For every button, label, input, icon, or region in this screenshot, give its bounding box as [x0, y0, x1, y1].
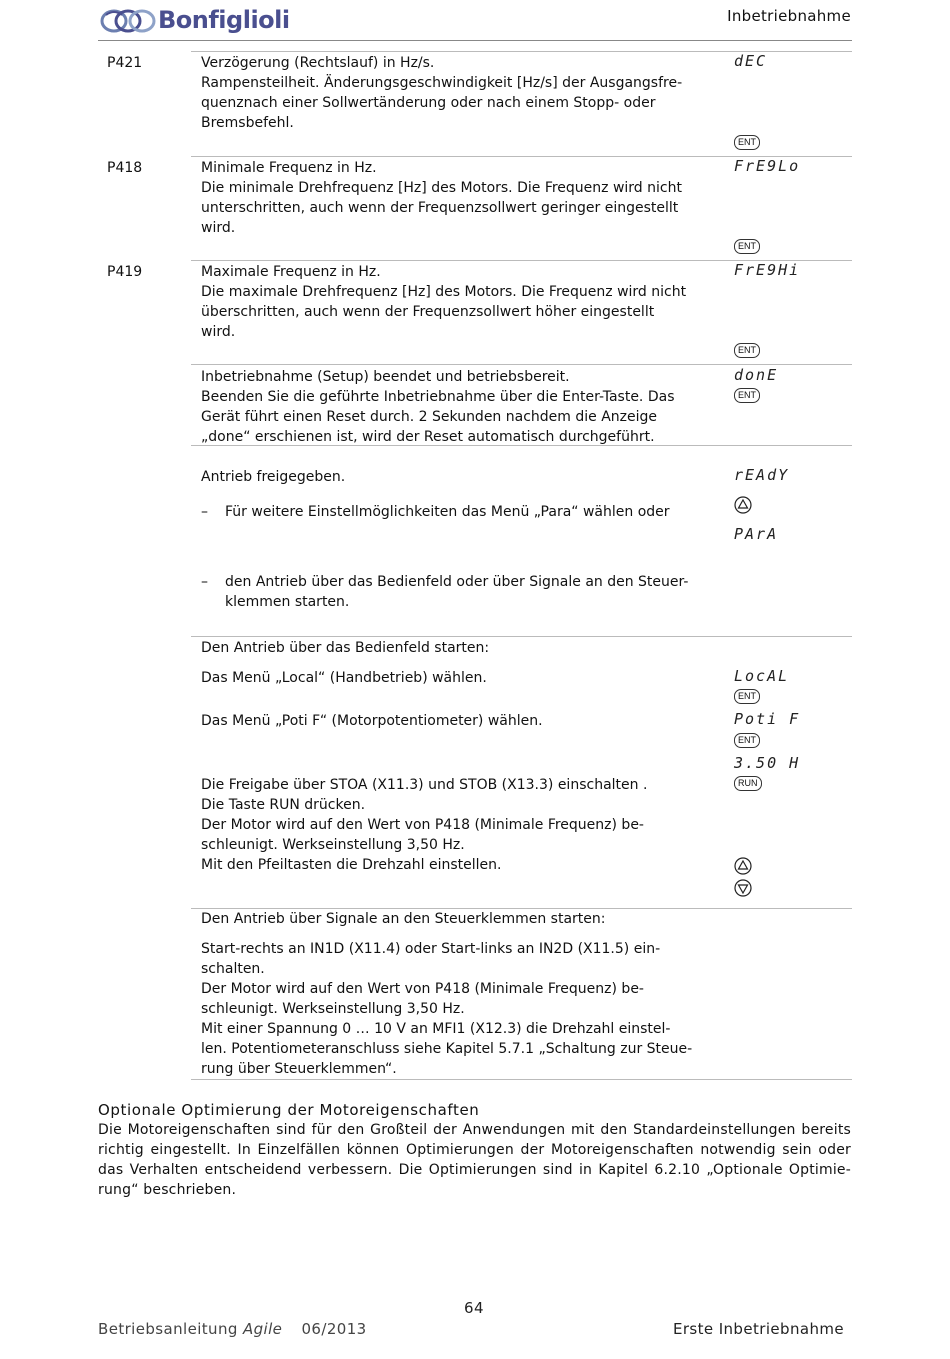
lcd-display: PArA — [734, 525, 779, 543]
manual-name: Agile — [242, 1320, 283, 1338]
logo-mark-icon — [100, 6, 156, 34]
lcd-display: rEAdY — [734, 466, 790, 484]
dash-bullet: – — [201, 504, 208, 520]
text-line: Mit einer Spannung 0 … 10 V an MFI1 (X12.3) die Drehzahl einstel- — [201, 1021, 671, 1037]
param-code: P418 — [107, 160, 143, 176]
run-key-icon: RUN — [734, 776, 762, 791]
text-line: Die Taste RUN drücken. — [201, 797, 366, 813]
text-line: Die minimale Drehfrequenz [Hz] des Motors. Die Frequenz wird nicht — [201, 180, 682, 196]
text-line: Verzögerung (Rechtslauf) in Hz/s. — [201, 55, 435, 71]
ent-key-icon: ENT — [734, 343, 760, 358]
footer-manual — [98, 1319, 367, 1339]
done-description — [201, 367, 714, 447]
brand-logo — [100, 4, 290, 36]
ent-key-icon: ENT — [734, 239, 760, 254]
text-line: wird. — [201, 220, 236, 236]
step-description — [201, 53, 714, 133]
ent-key-icon: ENT — [734, 388, 760, 403]
lcd-display: dEC — [734, 52, 768, 70]
brand-name: Bonfiglioli — [158, 6, 290, 34]
text-line: Minimale Frequenz in Hz. — [201, 160, 377, 176]
header-divider — [98, 40, 852, 41]
param-code: P421 — [107, 55, 143, 71]
footer-chapter: Erste Inbetriebnahme — [672, 1320, 844, 1338]
lcd-display: LocAL — [734, 667, 790, 685]
text-line: Maximale Frequenz in Hz. — [201, 264, 381, 280]
text-line: überschritten, auch wenn der Frequenzsollwert höher eingestellt — [201, 304, 655, 320]
lcd-display: 3.50 H — [734, 754, 801, 772]
option-para: Für weitere Einstellmöglichkeiten das Menü „Para“ wählen oder — [225, 504, 670, 520]
ent-key-icon: ENT — [734, 733, 760, 748]
ent-key-icon: ENT — [734, 135, 760, 150]
dash-bullet: – — [201, 574, 208, 590]
param-code: P419 — [107, 264, 143, 280]
text-line: Die Freigabe über STOA (X11.3) und STOB (X13.3) einschalten . — [201, 777, 648, 793]
text-line: quenznach einer Sollwertänderung oder nach einem Stopp- oder — [201, 95, 656, 111]
step-description — [201, 158, 714, 238]
text-line: len. Potentiometeranschluss siehe Kapitel 5.7.1 „Schaltung zur Steue- — [201, 1041, 693, 1057]
option-start — [225, 572, 715, 612]
lcd-display: donE — [734, 366, 779, 384]
panel-start-heading: Den Antrieb über das Bedienfeld starten: — [201, 640, 490, 656]
page-number: 64 — [464, 1299, 484, 1317]
text-line: Rampensteilheit. Änderungsgeschwindigkeit [Hz/s] der Ausgangsfre- — [201, 75, 683, 91]
arrow-up-icon — [734, 496, 752, 514]
row-divider — [191, 636, 852, 637]
text-line: Inbetriebnahme (Setup) beendet und betriebsbereit. — [201, 369, 570, 385]
run-description — [201, 775, 714, 875]
text-line: „done“ erschienen ist, wird der Reset automatisch durchgeführt. — [201, 429, 655, 445]
text-line: Start-rechts an IN1D (X11.4) oder Start-links an IN2D (X11.5) ein- — [201, 941, 661, 957]
arrow-up-icon — [734, 857, 752, 875]
row-divider — [191, 445, 852, 446]
step-description — [201, 262, 714, 342]
lcd-display: FrE9Lo — [734, 157, 801, 175]
text-line: wird. — [201, 324, 236, 340]
text-line: schalten. — [201, 961, 265, 977]
local-menu-text: Das Menü „Local“ (Handbetrieb) wählen. — [201, 670, 487, 686]
text-line: schleunigt. Werkseinstellung 3,50 Hz. — [201, 837, 465, 853]
lcd-display: FrE9Hi — [734, 261, 801, 279]
row-divider — [191, 1079, 852, 1080]
text-line: Gerät führt einen Reset durch. 2 Sekunden nachdem die Anzeige — [201, 409, 658, 425]
signal-description — [201, 939, 714, 1079]
text-line: den Antrieb über das Bedienfeld oder über Signale an den Steuer- — [225, 574, 689, 590]
ready-text: Antrieb freigegeben. — [201, 469, 346, 485]
text-line: Die maximale Drehfrequenz [Hz] des Motors. Die Frequenz wird nicht — [201, 284, 687, 300]
manual-prefix: Betriebsanleitung — [98, 1320, 238, 1338]
header-title: Inbetriebnahme — [727, 7, 851, 25]
ent-key-icon: ENT — [734, 689, 760, 704]
text-line: Beenden Sie die geführte Inbetriebnahme über die Enter-Taste. Das — [201, 389, 675, 405]
section-title: Optionale Optimierung der Motoreigenschaften — [98, 1101, 480, 1119]
lcd-display: Poti F — [734, 710, 801, 728]
manual-date: 06/2013 — [301, 1320, 367, 1338]
text-line: rung über Steuerklemmen“. — [201, 1061, 397, 1077]
poti-menu-text: Das Menü „Poti F“ (Motorpotentiometer) wählen. — [201, 713, 543, 729]
text-line: Der Motor wird auf den Wert von P418 (Minimale Frequenz) be- — [201, 817, 644, 833]
section-body: Die Motoreigenschaften sind für den Großteil der Anwendungen mit den Standardeinstellungen bereits richtig eingestellt. In Einzelfällen können Optimierungen der Motoreigenschaften notwendig sein oder das Verhalten entscheidend verbessern. Die Optimierungen sind in Kapitel 6.2.10 „Optionale Optimie-rung“ beschrieben. — [98, 1122, 851, 1198]
signal-start-heading: Den Antrieb über Signale an den Steuerklemmen starten: — [201, 911, 606, 927]
text-line: Der Motor wird auf den Wert von P418 (Minimale Frequenz) be- — [201, 981, 644, 997]
text-line: schleunigt. Werkseinstellung 3,50 Hz. — [201, 1001, 465, 1017]
text-line: klemmen starten. — [225, 594, 350, 610]
text-line: Bremsbefehl. — [201, 115, 294, 131]
text-line: Mit den Pfeiltasten die Drehzahl einstellen. — [201, 857, 502, 873]
arrow-down-icon — [734, 879, 752, 897]
text-line: unterschritten, auch wenn der Frequenzsollwert geringer eingestellt — [201, 200, 679, 216]
